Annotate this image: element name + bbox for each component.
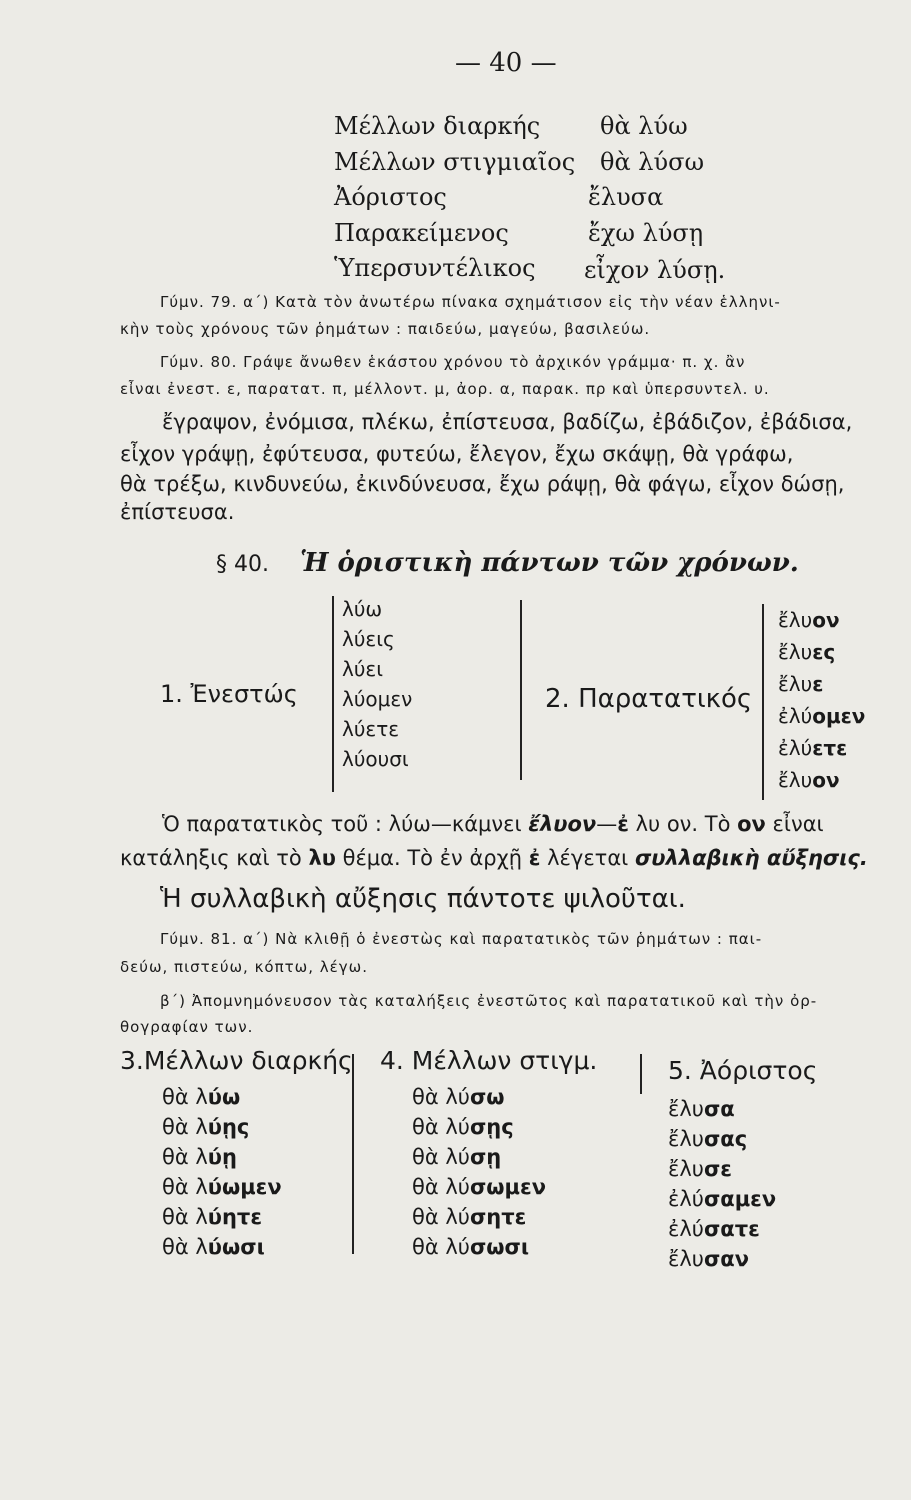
stem: ἐλύ bbox=[778, 736, 813, 760]
rule-emph: ἔλυον bbox=[528, 812, 597, 836]
ending: ομεν bbox=[812, 704, 866, 728]
tense-name: Παρακείμενος bbox=[334, 219, 509, 247]
aorist-label: 5. Ἀόριστος bbox=[668, 1056, 818, 1085]
rule-line-1 bbox=[162, 812, 824, 836]
ending: ύῃ bbox=[207, 1145, 237, 1169]
exercise-81-line2: δεύω, πιστεύω, κόπτω, λέγω. bbox=[120, 958, 368, 976]
stem: θὰ λ bbox=[162, 1235, 208, 1259]
ending: ύῃς bbox=[207, 1115, 250, 1139]
exercise-80-line1: Γύμν. 80. Γράψε ἄνωθεν ἑκάστου χρόνου τὸ ἀρχικόν γράμμα· π. χ. ἂν bbox=[160, 353, 746, 371]
ending: ον bbox=[812, 608, 840, 632]
ending: σατε bbox=[703, 1217, 760, 1241]
rule-text: — bbox=[596, 812, 618, 836]
rule-emph: ἐ bbox=[617, 812, 629, 836]
rule-emph: συλλαβικὴ αὔξησις. bbox=[634, 846, 868, 870]
ending: σω bbox=[469, 1085, 505, 1109]
stem: θὰ λύ bbox=[412, 1085, 470, 1109]
ending: ύωμεν bbox=[207, 1175, 282, 1199]
ending: σωσι bbox=[469, 1235, 530, 1259]
tense-form: ἔχω λύσῃ bbox=[588, 219, 704, 247]
present-form: λύουσι bbox=[342, 747, 409, 771]
stem: ἔλυ bbox=[668, 1127, 704, 1151]
rule-emph: ἐ bbox=[528, 846, 541, 870]
stem: ἔλυ bbox=[778, 640, 813, 664]
stem: ἔλυ bbox=[668, 1247, 704, 1271]
ending: σα bbox=[703, 1097, 735, 1121]
rule-text: λέγεται bbox=[540, 846, 635, 870]
ending: ύητε bbox=[207, 1205, 263, 1229]
stem: θὰ λ bbox=[162, 1175, 208, 1199]
exercise-80-line5: θὰ τρέξω, κινδυνεύω, ἐκινδύνευσα, ἔχω ράψῃ, θὰ φάγω, εἶχον δώσῃ, bbox=[120, 472, 845, 496]
stem: θὰ λύ bbox=[412, 1145, 470, 1169]
stem: ἔλυ bbox=[778, 672, 813, 696]
present-form: λύει bbox=[342, 657, 383, 681]
ending: σας bbox=[703, 1127, 748, 1151]
ending: ον bbox=[812, 768, 840, 792]
stem: ἐλύ bbox=[778, 704, 813, 728]
page-number: — 40 — bbox=[455, 48, 557, 78]
present-brace bbox=[332, 596, 334, 792]
present-form: λύω bbox=[342, 597, 383, 621]
ending: σῃ bbox=[469, 1145, 502, 1169]
stem: θὰ λ bbox=[162, 1115, 208, 1139]
stem: θὰ λ bbox=[162, 1085, 208, 1109]
exercise-81-line3: β΄) Ἀπομνημόνευσον τὰς καταλήξεις ἐνεστῶτος καὶ παρατατικοῦ καὶ τὴν ὀρ- bbox=[160, 992, 818, 1010]
stem: θὰ λύ bbox=[412, 1175, 470, 1199]
imperfect-label: 2. Παρατατικός bbox=[545, 684, 753, 714]
exercise-80-line3: ἔγραψον, ἐνόμισα, πλέκω, ἐπίστευσα, βαδίζω, ἐβάδιζον, ἐβάδισα, bbox=[162, 410, 853, 434]
tense-name: Ἀόριστος bbox=[334, 183, 447, 211]
tense-name: Ὑπερσυντέλικος bbox=[334, 254, 536, 282]
tense-form: εἶχον λύσῃ. bbox=[584, 256, 726, 284]
exercise-80-line2: εἶναι ἐνεστ. ε, παρατατ. π, μέλλοντ. μ, ἀορ. α, παρακ. πρ καὶ ὑπερσυντελ. υ. bbox=[120, 380, 770, 398]
future-simple-label: 4. Μέλλων στιγμ. bbox=[380, 1046, 598, 1075]
ending: ύωσι bbox=[207, 1235, 265, 1259]
tense-form: ἔλυσα bbox=[588, 183, 664, 211]
present-form: λύομεν bbox=[342, 687, 413, 711]
rule-emph: ον bbox=[737, 812, 766, 836]
present-form: λύεις bbox=[342, 627, 395, 651]
column-divider bbox=[520, 600, 522, 780]
present-forms bbox=[342, 594, 412, 774]
future-cont-forms bbox=[162, 1082, 282, 1262]
section-title: Ἡ ὁριστικὴ πάντων τῶν χρόνων. bbox=[300, 548, 799, 578]
tense-form: θὰ λύσω bbox=[600, 148, 705, 176]
ending: σαν bbox=[703, 1247, 750, 1271]
ending: σαμεν bbox=[703, 1187, 777, 1211]
tense-name: Μέλλων διαρκής bbox=[334, 112, 541, 140]
exercise-79-line2: κὴν τοὺς χρόνους τῶν ῥημάτων : παιδεύω, μαγεύω, βασιλεύω. bbox=[120, 320, 651, 338]
future-simple-forms bbox=[412, 1082, 546, 1262]
stem: θὰ λ bbox=[162, 1205, 208, 1229]
ending: σωμεν bbox=[469, 1175, 547, 1199]
section-number: § 40. bbox=[216, 552, 269, 577]
imperfect-brace bbox=[762, 604, 764, 800]
stem: ἔλυ bbox=[778, 608, 813, 632]
aorist-forms bbox=[668, 1094, 776, 1274]
ending: ύω bbox=[207, 1085, 241, 1109]
stem: ἔλυ bbox=[668, 1157, 704, 1181]
rule-line-2 bbox=[120, 846, 868, 870]
stem: θὰ λ bbox=[162, 1145, 208, 1169]
column-divider bbox=[640, 1054, 642, 1094]
rule-text: λυ ον. Τὸ bbox=[628, 812, 738, 836]
rule-line-3: Ἡ συλλαβικὴ αὔξησις πάντοτε ψιλοῦται. bbox=[160, 884, 686, 914]
stem: ἔλυ bbox=[668, 1097, 704, 1121]
rule-emph: λυ bbox=[308, 846, 336, 870]
exercise-80-line4: εἶχον γράψῃ, ἐφύτευσα, φυτεύω, ἔλεγον, ἔχω σκάψῃ, θὰ γράφω, bbox=[120, 442, 794, 466]
rule-text: Ὁ παρατατικὸς τοῦ : λύω—κάμνει bbox=[162, 812, 529, 836]
imperfect-forms bbox=[778, 604, 865, 796]
present-label: 1. Ἐνεστώς bbox=[160, 680, 298, 708]
stem: ἐλύ bbox=[668, 1187, 704, 1211]
exercise-79-line1: Γύμν. 79. α΄) Κατὰ τὸν ἀνωτέρω πίνακα σχημάτισον εἰς τὴν νέαν ἑλληνι- bbox=[160, 293, 781, 311]
ending: σητε bbox=[469, 1205, 527, 1229]
exercise-81-line4: θογραφίαν των. bbox=[120, 1018, 254, 1036]
tense-name: Μέλλων στιγμιαῖος bbox=[334, 148, 576, 176]
ending: ετε bbox=[812, 736, 848, 760]
exercise-81-line1: Γύμν. 81. α΄) Νὰ κλιθῇ ὁ ἐνεστὼς καὶ παρατατικὸς τῶν ῥημάτων : παι- bbox=[160, 930, 763, 948]
stem: θὰ λύ bbox=[412, 1235, 470, 1259]
ending: ες bbox=[812, 640, 836, 664]
rule-text: εἶναι bbox=[765, 812, 824, 836]
stem: θὰ λύ bbox=[412, 1205, 470, 1229]
future-cont-label: 3.Μέλλων διαρκής bbox=[120, 1046, 353, 1075]
exercise-80-line6: ἐπίστευσα. bbox=[120, 500, 235, 524]
rule-text: θέμα. Τὸ ἐν ἀρχῇ bbox=[335, 846, 529, 870]
stem: ἐλύ bbox=[668, 1217, 704, 1241]
stem: ἔλυ bbox=[778, 768, 813, 792]
stem: θὰ λύ bbox=[412, 1115, 470, 1139]
ending: σε bbox=[703, 1157, 732, 1181]
rule-text: κατάληξις καὶ τὸ bbox=[120, 846, 309, 870]
column-divider bbox=[352, 1054, 354, 1254]
tense-form: θὰ λύω bbox=[600, 112, 688, 140]
present-form: λύετε bbox=[342, 717, 400, 741]
ending: σῃς bbox=[469, 1115, 514, 1139]
ending: ε bbox=[812, 672, 824, 696]
